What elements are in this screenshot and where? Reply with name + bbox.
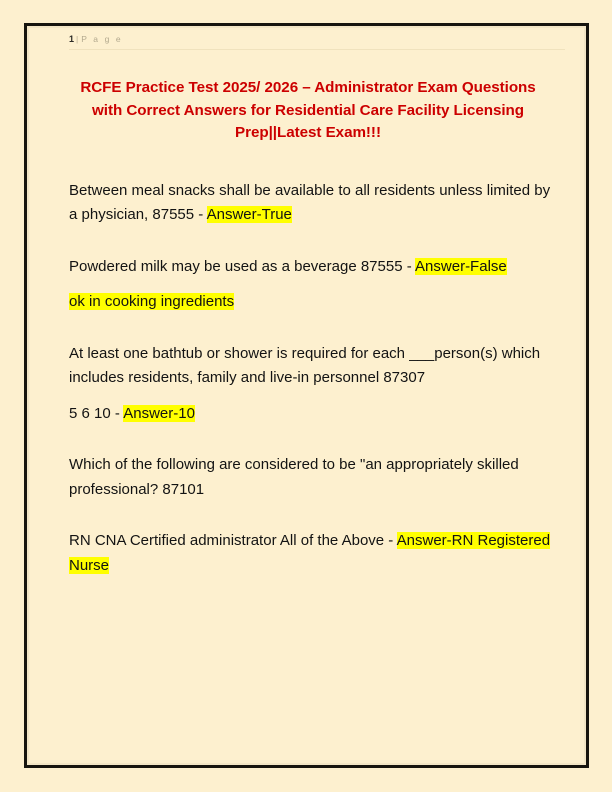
- text-run: Which of the following are considered to be "an appropriately skilled professional? 87101: [69, 456, 519, 498]
- qa-block: [69, 255, 559, 315]
- text-run: RN CNA Certified administrator All of the Above -: [69, 532, 397, 549]
- qa-block: [69, 179, 559, 228]
- highlighted-answer: ok in cooking ingredients: [69, 293, 235, 310]
- qa-block: [69, 529, 559, 578]
- qa-block: [69, 453, 559, 502]
- text-run: At least one bathtub or shower is required for each ___person(s) which includes residents, family and live-in personnel 87307: [69, 344, 541, 386]
- text-run: 5 6 10 -: [69, 404, 124, 422]
- paragraph: [69, 402, 559, 427]
- running-header: [69, 34, 565, 50]
- page-number: 1: [69, 34, 75, 44]
- paragraph: [69, 290, 559, 315]
- question-answer-list: [69, 179, 559, 579]
- highlighted-answer: Answer-10: [123, 404, 195, 422]
- text-run: Between meal snacks shall be available to all residents unless limited by a physician, 87555 -: [69, 181, 551, 223]
- qa-block: [69, 342, 559, 427]
- text-run: Powdered milk may be used as a beverage 87555 -: [69, 257, 416, 275]
- highlighted-answer: Answer-True: [206, 206, 292, 223]
- paragraph: [69, 342, 559, 391]
- paragraph: [69, 453, 559, 502]
- page-content-area: [24, 23, 589, 768]
- paragraph: [69, 179, 559, 228]
- paragraph: [69, 255, 559, 280]
- highlighted-answer: Answer-False: [415, 257, 507, 275]
- highlighted-answer: Answer-RN Registered Nurse: [69, 532, 551, 574]
- paragraph: [69, 529, 559, 578]
- document-title: RCFE Practice Test 2025/ 2026 – Administrator Exam Questions with Correct Answers for Residential Care Facility Licensing Prep||Latest Exam!!!: [80, 79, 536, 141]
- page-label: P a g e: [81, 34, 123, 44]
- header-separator: |: [76, 34, 79, 44]
